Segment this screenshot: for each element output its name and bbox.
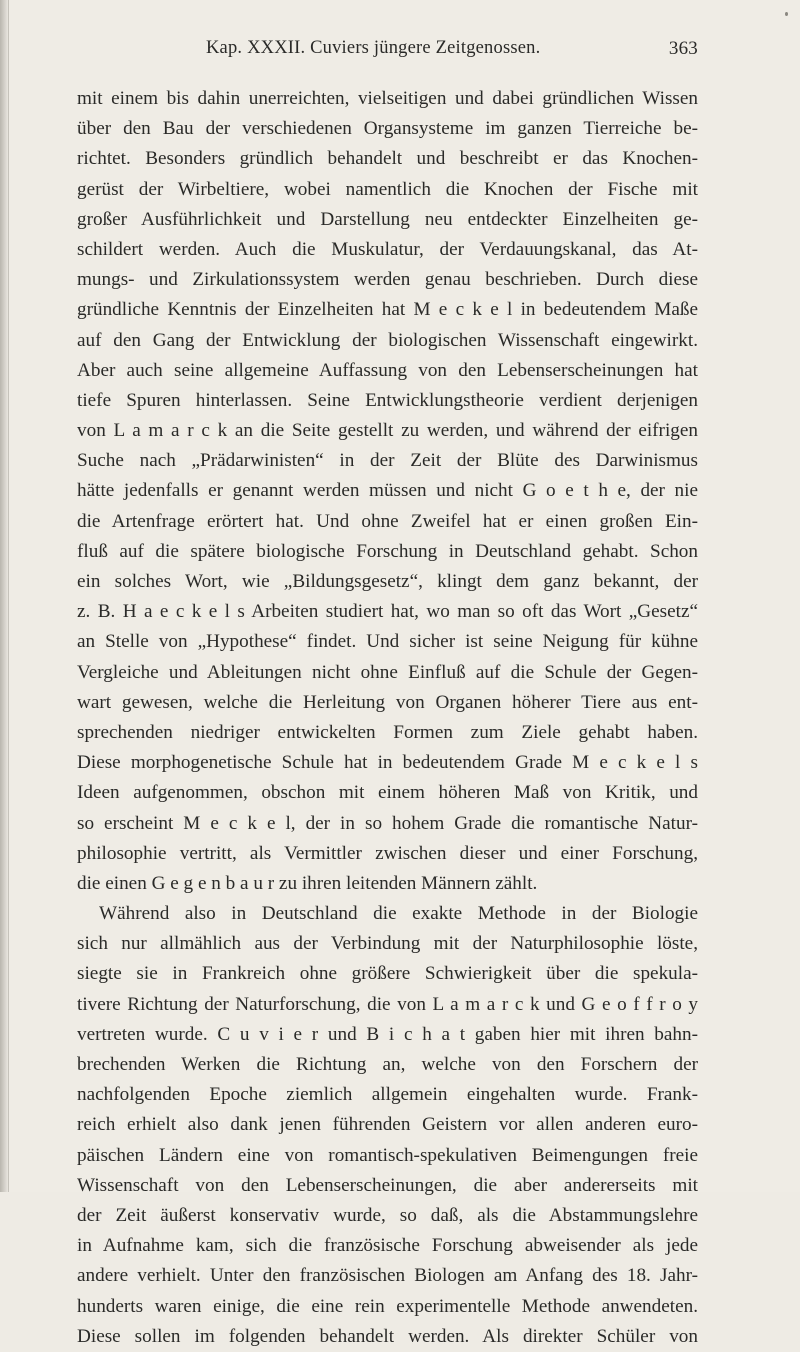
running-head: Kap. XXXII. Cuviers jüngere Zeitgenossen. [206, 38, 541, 58]
body-text [77, 84, 698, 1352]
text-line: sich nur allmählich aus der Verbindung mit der Naturphilosophie löste, [77, 933, 698, 955]
text-line: über den Bau der verschiedenen Organsysteme im ganzen Tierreiche be- [77, 118, 698, 140]
text-line: tivere Richtung der Naturforschung, die von L a m a r c k und G e o f f r o y [77, 993, 698, 1015]
text-line: schildert werden. Auch die Muskulatur, der Verdauungskanal, das At- [77, 238, 698, 260]
text-line: fluß auf die spätere biologische Forschung in Deutschland gehabt. Schon [77, 540, 698, 562]
text-line: großer Ausführlichkeit und Darstellung neu entdeckter Einzelheiten ge- [77, 208, 698, 230]
text-line: Suche nach „Prädarwinisten“ in der Zeit der Blüte des Darwinismus [77, 450, 698, 472]
paragraph-last-line: die einen G e g e n b a u r zu ihren leitenden Männern zählt. [77, 872, 538, 894]
text-line: wart gewesen, welche die Herleitung von Organen höherer Tiere aus ent- [77, 691, 698, 713]
text-line: Diese morphogenetische Schule hat in bedeutendem Grade M e c k e l s [77, 752, 698, 774]
text-line: Ideen aufgenommen, obschon mit einem höheren Maß von Kritik, und [77, 782, 698, 804]
text-line: andere verhielt. Unter den französischen Biologen am Anfang des 18. Jahr- [77, 1265, 698, 1287]
paragraph-first-line: Während also in Deutschland die exakte Methode in der Biologie [99, 903, 698, 925]
text-line: Wissenschaft von den Lebenserscheinungen, die aber andererseits mit [77, 1174, 698, 1196]
page-edge-line [8, 0, 9, 1192]
text-line: Diese sollen im folgenden behandelt werden. Als direkter Schüler von [77, 1325, 698, 1347]
text-line: z. B. H a e c k e l s Arbeiten studiert hat, wo man so oft das Wort „Gesetz“ [77, 601, 698, 623]
text-line: sprechenden niedriger entwickelten Formen zum Ziele gehabt haben. [77, 721, 698, 743]
text-line: mungs- und Zirkulationssystem werden genau beschrieben. Durch diese [77, 269, 698, 291]
text-line: auf den Gang der Entwicklung der biologischen Wissenschaft eingewirkt. [77, 329, 698, 351]
text-line: mit einem bis dahin unerreichten, vielseitigen und dabei gründlichen Wissen [77, 88, 698, 109]
text-line: in Aufnahme kam, sich die französische Forschung abweisender als jede [77, 1235, 698, 1257]
text-line: hätte jedenfalls er genannt werden müssen und nicht G o e t h e, der nie [77, 480, 698, 502]
text-line: siegte sie in Frankreich ohne größere Schwierigkeit über die spekula- [77, 963, 698, 985]
page-number: 363 [668, 38, 698, 59]
text-line: tiefe Spuren hinterlassen. Seine Entwicklungstheorie verdient derjenigen [77, 389, 698, 411]
text-line: die Artenfrage erörtert hat. Und ohne Zweifel hat er einen großen Ein- [77, 510, 698, 532]
text-line: philosophie vertritt, als Vermittler zwischen dieser und einer Forschung, [77, 842, 698, 864]
text-line: so erscheint M e c k e l, der in so hohem Grade die romantische Natur- [77, 812, 698, 834]
text-line: Aber auch seine allgemeine Auffassung von den Lebenserscheinungen hat [77, 359, 698, 381]
text-line: nachfolgenden Epoche ziemlich allgemein eingehalten wurde. Frank- [77, 1084, 698, 1106]
text-line: der Zeit äußerst konservativ wurde, so daß, als die Abstammungslehre [77, 1204, 698, 1226]
text-line: gründliche Kenntnis der Einzelheiten hat M e c k e l in bedeutendem Maße [77, 299, 698, 321]
text-line: reich erhielt also dank jenen führenden Geistern vor allen anderen euro- [77, 1114, 698, 1136]
text-line: an Stelle von „Hypothese“ findet. Und sicher ist seine Neigung für kühne [77, 631, 698, 653]
text-line: von L a m a r c k an die Seite gestellt zu werden, und während der eifrigen [77, 420, 698, 442]
text-line: hunderts waren einige, die eine rein experimentelle Methode anwendeten. [77, 1295, 698, 1317]
text-line: vertreten wurde. C u v i e r und B i c h a t gaben hier mit ihren bahn- [77, 1023, 698, 1045]
paper-speck [785, 12, 788, 16]
text-line: richtet. Besonders gründlich behandelt und beschreibt er das Knochen- [77, 148, 698, 170]
page-header [78, 38, 698, 68]
text-line: Vergleiche und Ableitungen nicht ohne Einfluß auf die Schule der Gegen- [77, 661, 698, 683]
text-line: gerüst der Wirbeltiere, wobei namentlich die Knochen der Fische mit [77, 178, 698, 200]
text-line: ein solches Wort, wie „Bildungsgesetz“, klingt dem ganz bekannt, der [77, 571, 698, 592]
text-line: päischen Ländern eine von romantisch-spekulativen Beimengungen freie [77, 1144, 698, 1166]
text-line: brechenden Werken die Richtung an, welche von den Forschern der [77, 1054, 698, 1075]
